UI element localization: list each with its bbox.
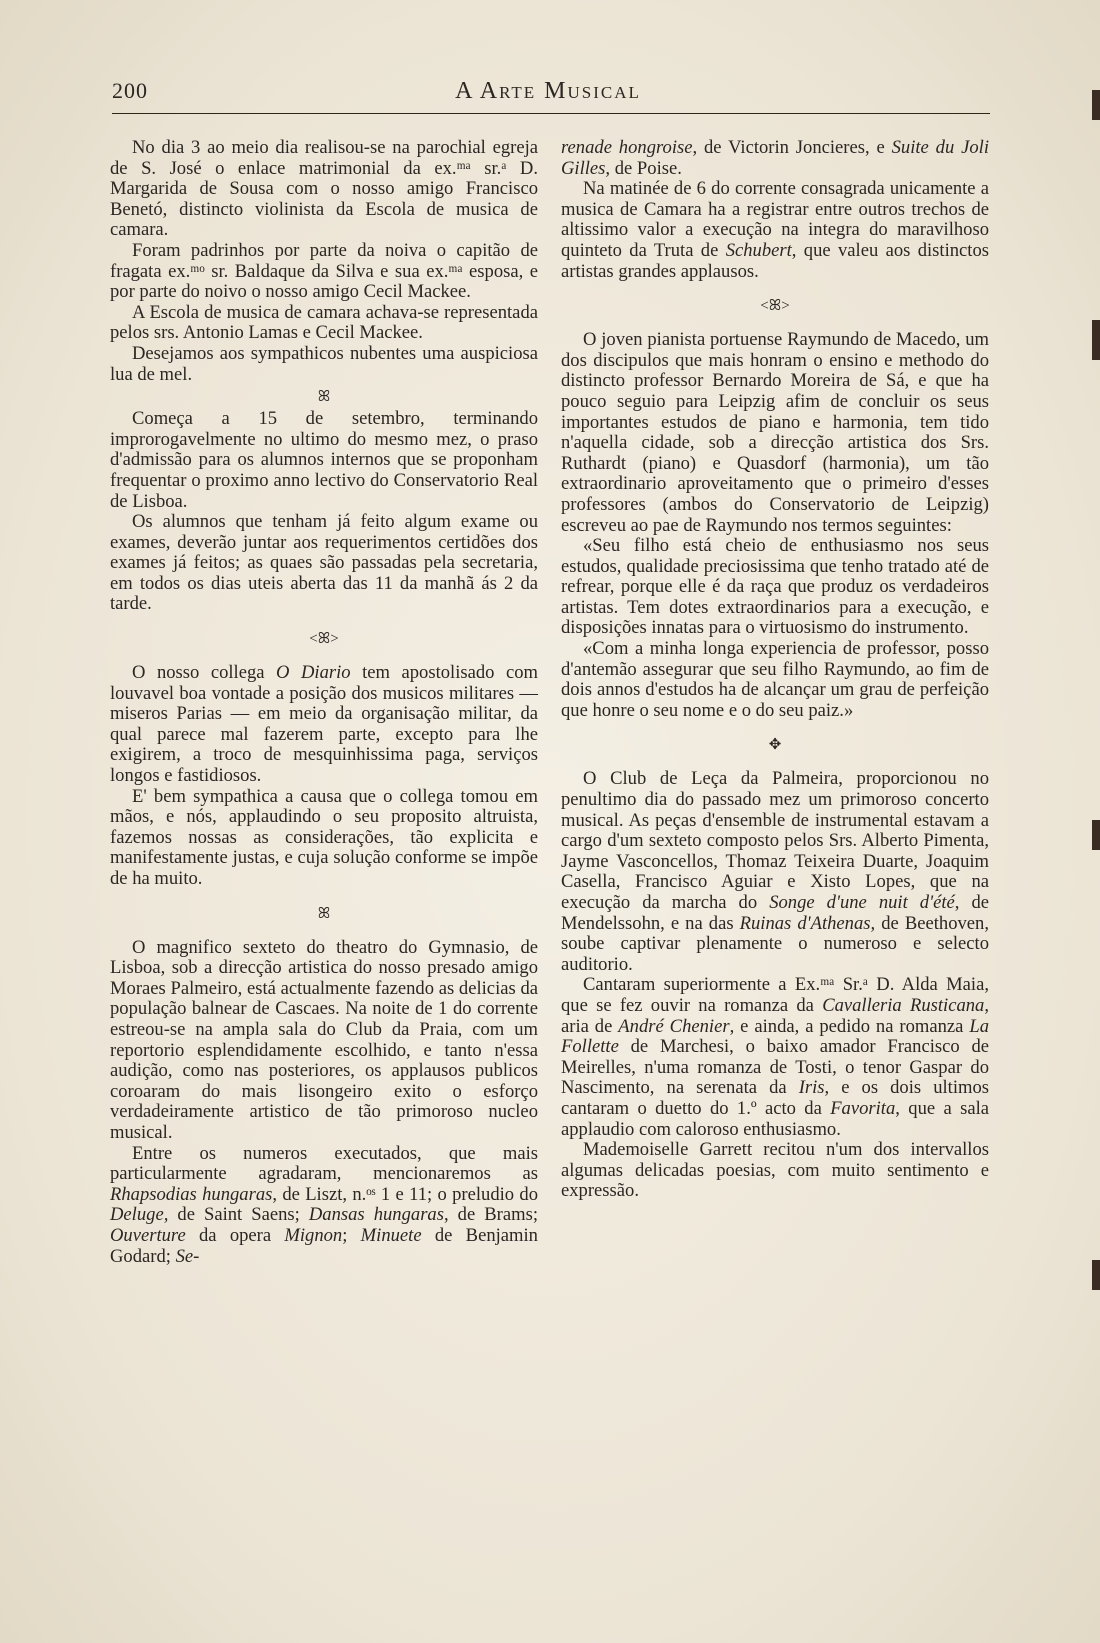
title-o-diario: O Diario [276, 662, 351, 684]
running-title: A Arte Musical [455, 78, 641, 104]
paragraph-numeros: Entre os numeros executados, que mais particularmente agradaram, mencionaremos as Rhapsodias hungaras, de Liszt, n.ᵒˢ 1 e 11; o preludio do Deluge, de Saint Saens; Dansas hungaras, de Brams; Ouverture da opera Mignon; Minuete de Benjamin Godard; Se- [110, 1142, 538, 1267]
paragraph-causa: E' bem sympathica a causa que o collega tomou em mãos, e nós, applaudindo o seu proposito altruista, fazemos nossas as considerações, tão explicita e manifestamente justas, e cuja solução conforme se impõe de ha muito. [110, 785, 538, 889]
header-rule [112, 113, 990, 114]
ornament-divider-icon: <ꕤ> [309, 631, 339, 648]
left-column [110, 138, 538, 1267]
ornament-divider-icon: ꕤ [317, 905, 331, 922]
paragraph-raymundo: O joven pianista portuense Raymundo de Macedo, um dos discipulos que mais honram o ensino e methodo do distincto professor Bernardo Moreira de Sá, e que ha pouco seguio para Leipzig afim de concluir os seus importantes estudos de piano e harmonia, tem tido n'aquella cidade, sob a direcção artistica dos Srs. Ruthardt (piano) e Quasdorf (harmonia), um tão extraordinario aproveitamento que o primeiro d'esses professores (ambos do Conservatorio de Leipzig) escreveu ao pae de Raymundo nos termos seguintes: [561, 329, 989, 536]
paragraph-sexteto: O magnifico sexteto do theatro do Gymnasio, de Lisboa, sob a direcção artistica do nosso presado amigo Moraes Palmeiro, está actualmente fazendo as delicias da população balnear de Cascaes. Na noite de 1 do corrente estreou-se na ampla sala do Club da Praia, com um reportorio esplendidamente escolhido, e tanto n'essa audição, como nas posteriores, os applausos publicos coroaram do mais lisongeiro exito o esforço verdadeiramente artistico de tão primoroso nucleo musical. [110, 936, 538, 1143]
page-edge-mark [1092, 820, 1100, 850]
ornament-divider-icon: <ꕤ> [760, 298, 790, 315]
ornament-divider-icon: ꕤ [317, 389, 331, 406]
running-header [112, 78, 984, 110]
paragraph-desejamos: Desejamos aos sympathicos nubentes uma auspiciosa lua de mel. [110, 342, 538, 385]
paragraph-garrett: Mademoiselle Garrett recitou n'um dos intervallos algumas delicadas poesias, com muito sentimento e expressão. [561, 1139, 989, 1202]
paragraph-matinee: Na matinée de 6 do corrente consagrada unicamente a musica de Camara ha a registrar entre outros trechos de altissimo valor a execução na integra do maravilhoso quinteto da Truta de Schubert, que valeu aos distinctos artistas grandes applausos. [561, 178, 989, 282]
paragraph-conservatorio: Começa a 15 de setembro, terminando improrogavelmente no ultimo do mesmo mez, o praso d'admissão para os alumnos internos que se proponham frequentar o proximo anno lectivo do Conservatorio Real de Lisboa. [110, 408, 538, 512]
page-edge-mark [1092, 320, 1100, 360]
paragraph-wedding: No dia 3 ao meio dia realisou-se na parochial egreja de S. José o enlace matrimonial da ex.ᵐᵃ sr.ᵃ D. Margarida de Sousa com o nosso amigo Francisco Benetó, distincto violinista da Escola de musica de camara. [110, 137, 538, 241]
paragraph-padrinhos: Foram padrinhos por parte da noiva o capitão de fragata ex.ᵐᵒ sr. Baldaque da Silva e sua ex.ᵐᵃ esposa, e por parte do noivo o nosso amigo Cecil Mackee. [110, 239, 538, 303]
paragraph-escola: A Escola de musica de camara achava-se representada pelos srs. Antonio Lamas e Cecil Mackee. [110, 301, 538, 344]
paragraph-serenade: renade hongroise, de Victorin Joncieres, e Suite du Joli Gilles, de Poise. [561, 137, 989, 179]
page-edge-mark [1092, 90, 1100, 120]
paragraph-quote-1: «Seu filho está cheio de enthusiasmo nos seus estudos, qualidade preciosissima que tenho tratado até de refrear, porque elle é da raça que produz os verdadeiros artistas. Tem dotes extraordinarios para a execução, e disposições innatas para o virtuosismo do instrumento. [561, 535, 989, 639]
ornament-divider-icon: ✥ [768, 737, 782, 754]
paragraph-cantaram: Cantaram superiormente a Ex.ᵐᵃ Sr.ᵃ D. Alda Maia, que se fez ouvir na romanza da Cavalleria Rusticana, aria de André Chenier, e ainda, a pedido na romanza La Follette de Marchesi, o baixo amador Francisco de Meirelles, n'uma romanza de Tosti, o tenor Gaspar do Nascimento, na serenata da Iris, e os dois ultimos cantaram o duetto do 1.º acto da Favorita, que a sala applaudio com caloroso enthusiasmo. [561, 974, 989, 1140]
paragraph-club-leca: O Club de Leça da Palmeira, proporcionou no penultimo dia do passado mez um primoroso concerto musical. As peças d'ensemble de instrumental estavam a cargo d'um sexteto composto pelos Srs. Alberto Pimenta, Jayme Vasconcellos, Thomaz Teixeira Duarte, Joaquim Casella, Francisco Aguiar e Xisto Lopes, que na execução da marcha do Songe d'une nuit d'été, de Mendelssohn, e na das Ruinas d'Athenas, de Beethoven, soube captivar plenamente o numeroso e selecto auditorio. [561, 768, 989, 975]
page-edge-mark [1092, 1260, 1100, 1290]
paragraph-quote-2: «Com a minha longa experiencia de professor, posso d'antemão assegurar que seu filho Raymundo, ao fim de dois annos d'estudos ha de alcançar um grau de perfeição que honre o seu nome e o do seu paiz.» [561, 638, 989, 721]
paragraph-diario: O nosso collega O Diario tem apostolisado com louvavel boa vontade a posição dos musicos militares — miseros Parias — em meio da organisação militar, da qual parece mal fazerem parte, excepto para lhe exigirem, a troco de mesquinhissima paga, serviços longos e fastidiosos. [110, 662, 538, 787]
paragraph-alumnos: Os alumnos que tenham já feito algum exame ou exames, deverão juntar aos requerimentos certidões dos exames já feitos; as quaes são passadas pela secretaria, em todos os dias uteis aberta das 11 da manhã ás 2 da tarde. [110, 511, 538, 615]
page-number: 200 [112, 78, 148, 103]
right-column [561, 138, 989, 1202]
